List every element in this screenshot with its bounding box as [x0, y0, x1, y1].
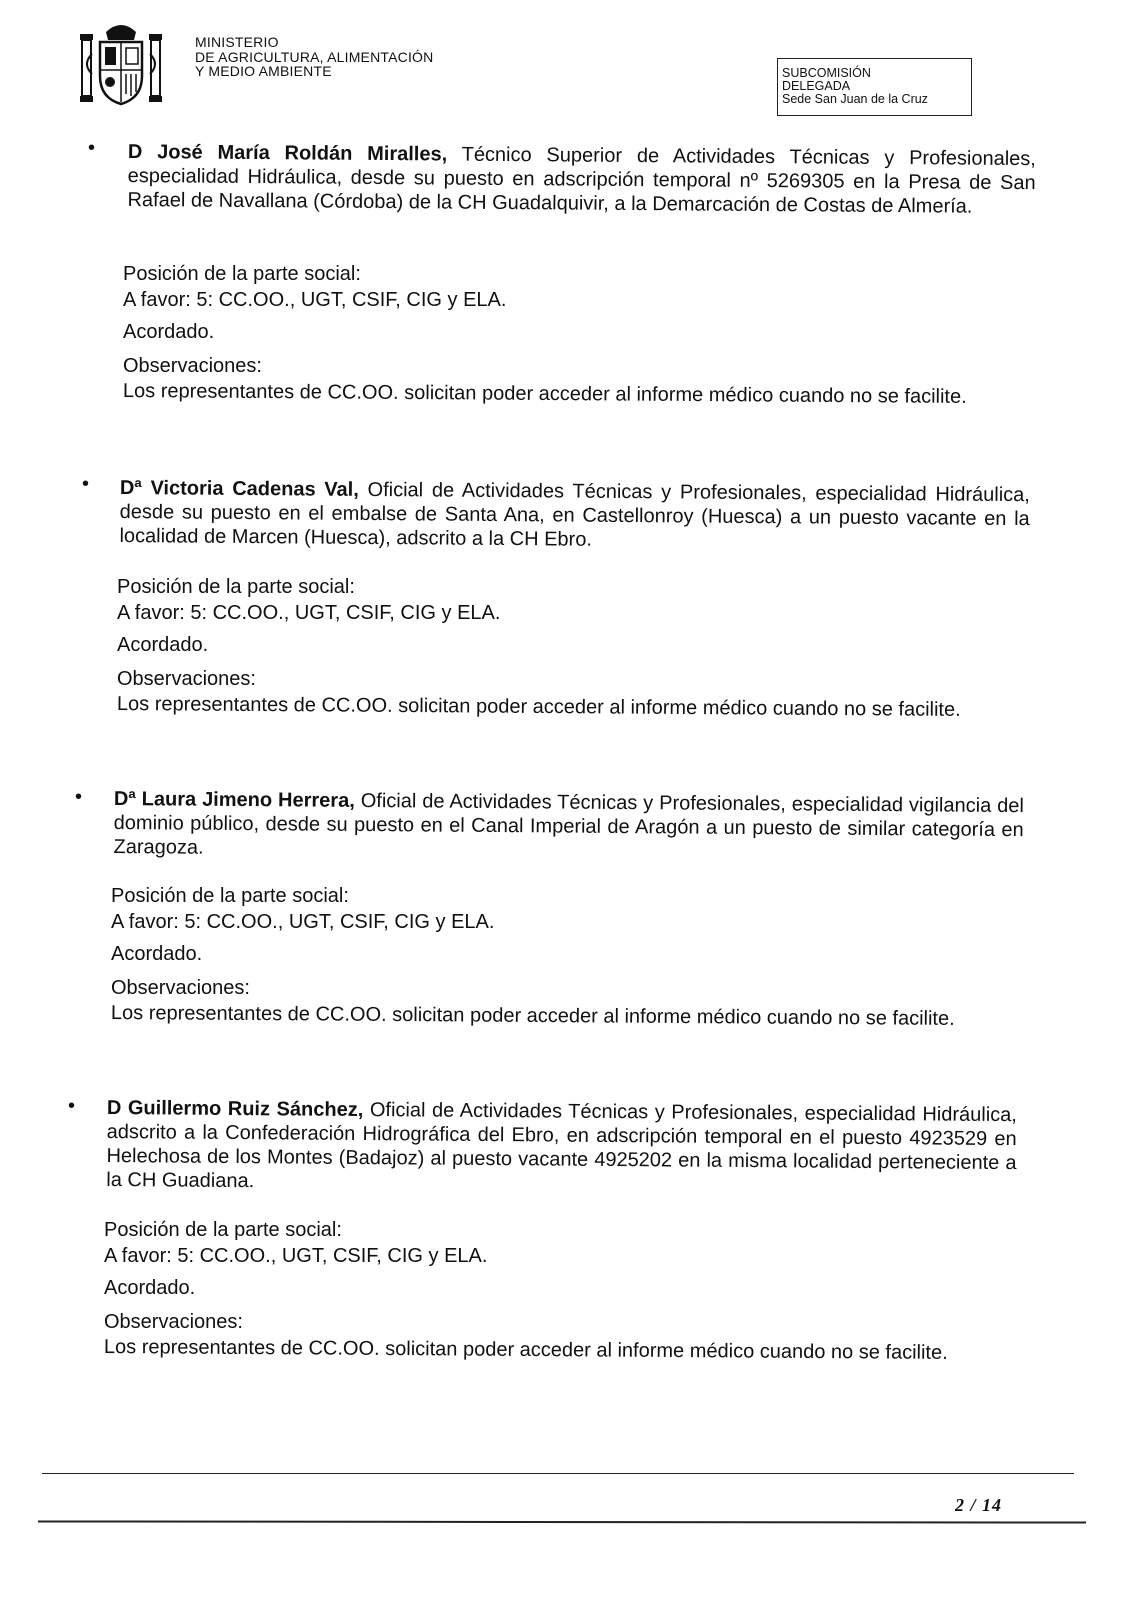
entry-paragraph — [127, 140, 1036, 219]
entry-name: D José María Roldán Miralles, — [127, 140, 448, 166]
observations-label: Observaciones: — [104, 1311, 243, 1333]
position-label: Posición de la parte social: — [111, 885, 349, 907]
entry-details — [110, 884, 1021, 1030]
footer-rule-bottom — [38, 1520, 1086, 1523]
observations-text: Los representantes de CC.OO. solicitan poder acceder al informe médico cuando no se facilite. — [110, 1002, 955, 1030]
ministry-header — [195, 35, 433, 79]
bullet-icon: • — [68, 1095, 76, 1117]
entry-details — [122, 262, 1033, 408]
observations-text: Los representantes de CC.OO. solicitan poder acceder al informe médico cuando no se facilite. — [103, 1336, 948, 1364]
vote-line: A favor: 5: CC.OO., UGT, CSIF, CIG y ELA. — [111, 911, 495, 933]
position-label: Posición de la parte social: — [117, 576, 355, 598]
entry-name: Dª Victoria Cadenas Val, — [119, 476, 359, 501]
position-label: Posición de la parte social: — [104, 1219, 342, 1241]
entry-details — [116, 575, 1027, 721]
stamp-line-1: SUBCOMISIÓN — [782, 66, 871, 80]
entry-description: Oficial de Actividades Técnicas y Profesionales, especialidad Hidráulica, desde su puesto en el embalse de Santa Ana, en Castellonroy (Huesca) a un puesto vacante en la localidad de Marcen (Huesca), adscrito a la CH Ebro. — [119, 478, 1030, 551]
ministry-line-3: Y MEDIO AMBIENTE — [195, 63, 332, 79]
footer-rule-top — [42, 1473, 1074, 1474]
ministry-line-1: MINISTERIO — [195, 34, 279, 50]
entry-name: Dª Laura Jimeno Herrera, — [113, 787, 355, 812]
vote-line: A favor: 5: CC.OO., UGT, CSIF, CIG y ELA. — [117, 602, 501, 624]
observations-label: Observaciones: — [111, 977, 250, 999]
stamp-line-3: Sede San Juan de la Cruz — [782, 92, 928, 106]
stamp-line-2: DELEGADA — [782, 79, 851, 93]
entry-description: Oficial de Actividades Técnicas y Profesionales, especialidad Hidráulica, adscrito a la Confederación Hidrográfica del Ebro, en adscripción temporal en el puesto 4923529 en Helechosa de los Montes (Badajoz) al puesto vacante 4925202 en la misma localidad perteneciente a la CH Guadiana. — [106, 1099, 1017, 1193]
result-line: Acordado. — [111, 943, 203, 965]
entry-description: Técnico Superior de Actividades Técnicas y Profesionales, especialidad Hidráulica, desde su puesto en adscripción temporal nº 5269305 en la Presa de San Rafael de Navallana (Córdoba) de la CH Guadalquivir, a la Demarcación de Costas de Almería. — [127, 143, 1036, 218]
entry — [119, 476, 1030, 551]
bullet-icon: • — [88, 137, 96, 159]
observations-text: Los representantes de CC.OO. solicitan poder acceder al informe médico cuando no se facilite. — [122, 380, 967, 408]
coat-of-arms-icon — [78, 18, 164, 106]
result-line: Acordado. — [123, 321, 215, 343]
entry-paragraph — [113, 787, 1024, 866]
bullet-icon: • — [75, 786, 83, 808]
entry-paragraph — [119, 476, 1030, 555]
entry-name: D Guillermo Ruiz Sánchez, — [106, 1097, 364, 1122]
bullet-icon: • — [82, 473, 90, 495]
result-line: Acordado. — [104, 1277, 196, 1299]
position-label: Posición de la parte social: — [123, 263, 361, 285]
observations-label: Observaciones: — [123, 355, 262, 377]
vote-line: A favor: 5: CC.OO., UGT, CSIF, CIG y ELA. — [123, 289, 507, 311]
entry-paragraph — [106, 1096, 1017, 1199]
observations-text: Los representantes de CC.OO. solicitan poder acceder al informe médico cuando no se facilite. — [116, 693, 961, 721]
subcommission-stamp — [777, 58, 972, 116]
entry — [107, 1096, 1017, 1192]
page-number: 2 / 14 — [955, 1495, 1003, 1515]
entry-description: Oficial de Actividades Técnicas y Profesionales, especialidad vigilancia del dominio público, desde su puesto en el Canal Imperial de Aragón a un puesto de similar categoría en Zaragoza. — [113, 789, 1024, 859]
entry-details — [103, 1218, 1014, 1364]
ministry-line-2: DE AGRICULTURA, ALIMENTACIÓN — [195, 48, 434, 65]
result-line: Acordado. — [117, 634, 209, 656]
observations-label: Observaciones: — [117, 668, 256, 690]
entry — [127, 140, 1036, 218]
vote-line: A favor: 5: CC.OO., UGT, CSIF, CIG y ELA. — [104, 1245, 488, 1267]
entry — [114, 787, 1024, 859]
